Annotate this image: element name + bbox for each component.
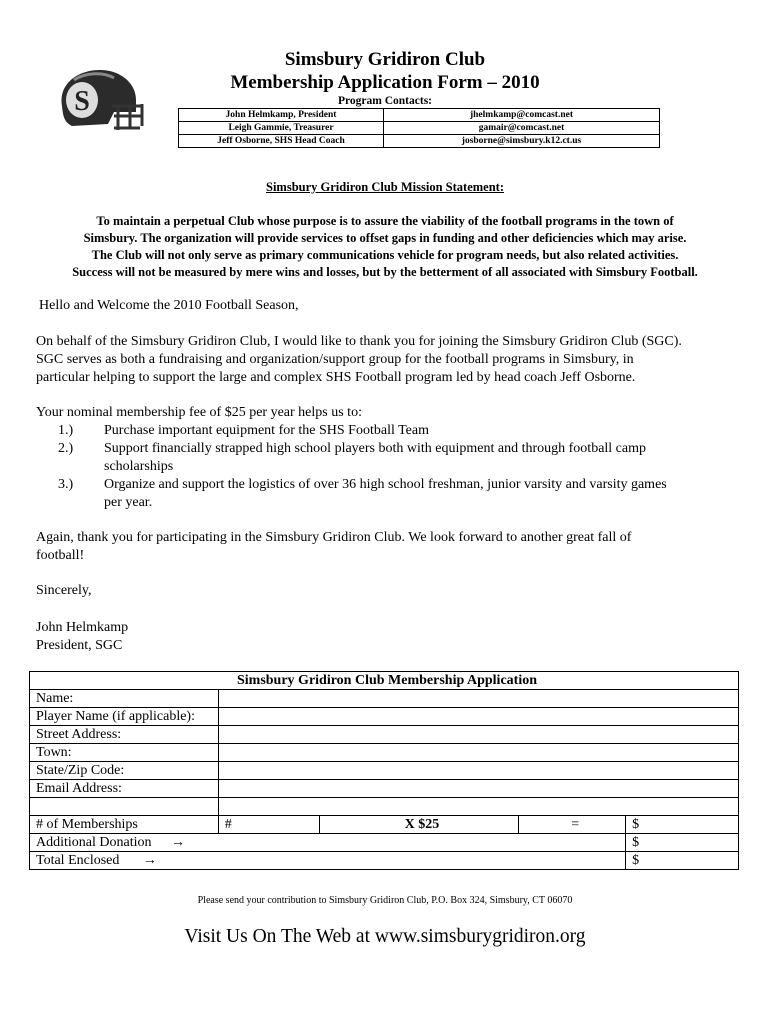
list-item: [104, 476, 714, 512]
state-zip-field[interactable]: [218, 762, 738, 780]
name-field[interactable]: [218, 690, 738, 708]
application-title: Simsbury Gridiron Club Membership Application: [30, 672, 739, 690]
mailing-note: Please send your contribution to Simsbury Gridiron Club, P.O. Box 324, Simsbury, CT 06070: [197, 895, 573, 906]
memberships-count-field[interactable]: #: [218, 816, 319, 834]
field-label: Name:: [30, 690, 219, 708]
list-item-text: Support financially strapped high school players both with equipment and through football camp: [104, 441, 647, 456]
field-label: Street Address:: [30, 726, 219, 744]
mission-statement: [30, 213, 740, 281]
list-number: 1.): [58, 423, 74, 438]
mission-line: Success will not be measured by mere wins and losses, but by the betterment of all associated with Simsbury Football.: [72, 265, 698, 279]
form-title-line2: Membership Application Form – 2010: [230, 72, 540, 93]
list-item: [104, 422, 714, 440]
player-name-field[interactable]: [218, 708, 738, 726]
field-label: Email Address:: [30, 780, 219, 798]
total-amount-field[interactable]: $: [626, 852, 739, 870]
field-label: Player Name (if applicable):: [30, 708, 219, 726]
total-label: Total Enclosed: [36, 853, 120, 868]
mission-line: The Club will not only serve as primary communications vehicle for program needs, but also related activities.: [91, 248, 679, 262]
blank-cell: [30, 798, 219, 816]
list-item: [104, 440, 714, 476]
total-row: [30, 852, 739, 870]
list-item-text: Organize and support the logistics of over 36 high school freshman, junior varsity and varsity games: [104, 477, 667, 492]
closing: Sincerely,: [36, 583, 92, 598]
mission-line: To maintain a perpetual Club whose purpose is to assure the viability of the football programs in the town of: [96, 214, 674, 228]
price-per-membership: X $25: [319, 816, 519, 834]
signer-title: President, SGC: [36, 638, 123, 653]
field-label: Town:: [30, 744, 219, 762]
helmet-letter: S: [74, 86, 90, 117]
paragraph-line: football!: [36, 547, 85, 563]
arrow-right-icon: →: [171, 835, 185, 850]
donation-label-cell: [30, 834, 626, 852]
field-row: [30, 780, 739, 798]
list-item-text: per year.: [104, 494, 153, 510]
field-row: [30, 708, 739, 726]
contact-row: [179, 122, 660, 135]
blank-cell: [218, 798, 738, 816]
total-label-cell: [30, 852, 626, 870]
arrow-right-icon: →: [142, 853, 157, 868]
fee-intro: Your nominal membership fee of $25 per year helps us to:: [36, 405, 362, 420]
list-item-text: Purchase important equipment for the SHS Football Team: [104, 423, 429, 438]
list-item-text: scholarships: [104, 458, 174, 474]
paragraph-line: Again, thank you for participating in the Simsbury Gridiron Club. We look forward to another great fall of: [36, 530, 632, 545]
list-number: 2.): [58, 441, 74, 456]
email-field[interactable]: [218, 780, 738, 798]
signer-name: John Helmkamp: [36, 620, 129, 635]
contact-email: josborne@simsbury.k12.ct.us: [384, 135, 660, 148]
field-row: [30, 762, 739, 780]
contacts-label: Program Contacts:: [338, 95, 432, 107]
contact-name: John Helmkamp, President: [179, 109, 384, 122]
memberships-total-field[interactable]: $: [626, 816, 739, 834]
paragraph-line: particular helping to support the large and complex SHS Football program led by head coach Jeff Osborne.: [36, 369, 636, 385]
memberships-row: [30, 816, 739, 834]
field-row: [30, 690, 739, 708]
street-address-field[interactable]: [218, 726, 738, 744]
paragraph-intro: [36, 333, 746, 386]
contact-row: [179, 109, 660, 122]
form-title-line1: Simsbury Gridiron Club: [284, 49, 486, 70]
mission-line: Simsbury. The organization will provide services to offset gaps in funding and other deficiencies which may arise.: [83, 231, 687, 245]
contact-name: Leigh Gammie, Treasurer: [179, 122, 384, 135]
field-label: State/Zip Code:: [30, 762, 219, 780]
membership-application-table: [29, 671, 739, 870]
list-number: 3.): [58, 477, 74, 492]
contact-row: [179, 135, 660, 148]
mission-title: Simsbury Gridiron Club Mission Statement:: [266, 180, 504, 194]
contact-email: gamair@comcast.net: [384, 122, 660, 135]
spacer-row: [30, 798, 739, 816]
donation-amount-field[interactable]: $: [626, 834, 739, 852]
paragraph-line: SGC serves as both a fundraising and organization/support group for the football programs in Simsbury, in: [36, 351, 634, 367]
town-field[interactable]: [218, 744, 738, 762]
contacts-table: [178, 108, 660, 148]
contact-email: jhelmkamp@comcast.net: [384, 109, 660, 122]
donation-label: Additional Donation: [36, 835, 152, 850]
paragraph-thanks: [36, 529, 746, 565]
memberships-label: # of Memberships: [30, 816, 219, 834]
equals-sign: =: [519, 816, 626, 834]
paragraph-line: On behalf of the Simsbury Gridiron Club, I would like to thank you for joining the Simsbury Gridiron Club (SGC).: [36, 334, 682, 349]
donation-row: [30, 834, 739, 852]
website-note: Visit Us On The Web at www.simsburygridiron.org: [184, 926, 586, 947]
field-row: [30, 744, 739, 762]
contact-name: Jeff Osborne, SHS Head Coach: [179, 135, 384, 148]
greeting: Hello and Welcome the 2010 Football Season,: [39, 298, 299, 313]
field-row: [30, 726, 739, 744]
